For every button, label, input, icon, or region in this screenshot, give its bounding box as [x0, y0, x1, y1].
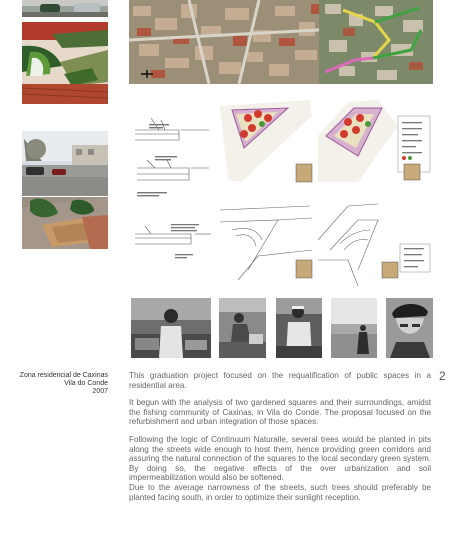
render-garden-square: [22, 22, 108, 104]
section-detail-drawing: [131, 116, 213, 208]
plan-square-one: [218, 96, 314, 186]
caption-location: Zona residencial de Caxinas: [19, 372, 108, 379]
paragraph-orientation: Due to the average narrowness of the streets, such trees should preferably be planted facing south, in order to optimize their sunlight reception.: [129, 482, 431, 502]
photo-beach-fishermen: [331, 298, 377, 358]
photo-fisherman-working: [219, 298, 266, 358]
aerial-photo-neighborhood: [129, 0, 433, 84]
project-caption: [8, 372, 108, 396]
caption-city: Vila do Conde: [64, 380, 108, 387]
photo-street-cars: [22, 0, 108, 17]
paragraph-analysis: It begun with the analysis of two gardened squares and their surroundings, amidst the fishing community of Caxinas, in Vila do Conde. The proposal focused on the refurbishment and urban integration of those spaces.: [129, 398, 431, 427]
project-description: [129, 371, 431, 510]
photo-street-view: [22, 131, 108, 196]
plan-square-one-grading: [218, 200, 314, 286]
page-number: 2: [439, 369, 446, 383]
photo-old-man-portrait: [386, 298, 433, 358]
paragraph-intro: This graduation project focused on the requalification of public spaces in a residential area.: [129, 371, 431, 390]
render-planting-pit: [22, 197, 108, 249]
plan-square-two: [318, 96, 432, 186]
caption-year: 2007: [92, 388, 108, 395]
street-section-drawing: [131, 214, 213, 266]
plan-square-two-grading: [318, 200, 432, 286]
photo-fisherwoman: [131, 298, 211, 358]
paragraph-continuum: Following the logic of Continuum Naturalle, several trees would be planted in pits along the streets wide enough to host them, hence providing green corridors and assuring the natural connection of the squares to the local secondary green system. By doing so, the negative effects of the over urbanization and soil impermeabilization would also be softened.: [129, 434, 431, 483]
photo-man-white-shirt: [276, 298, 322, 358]
